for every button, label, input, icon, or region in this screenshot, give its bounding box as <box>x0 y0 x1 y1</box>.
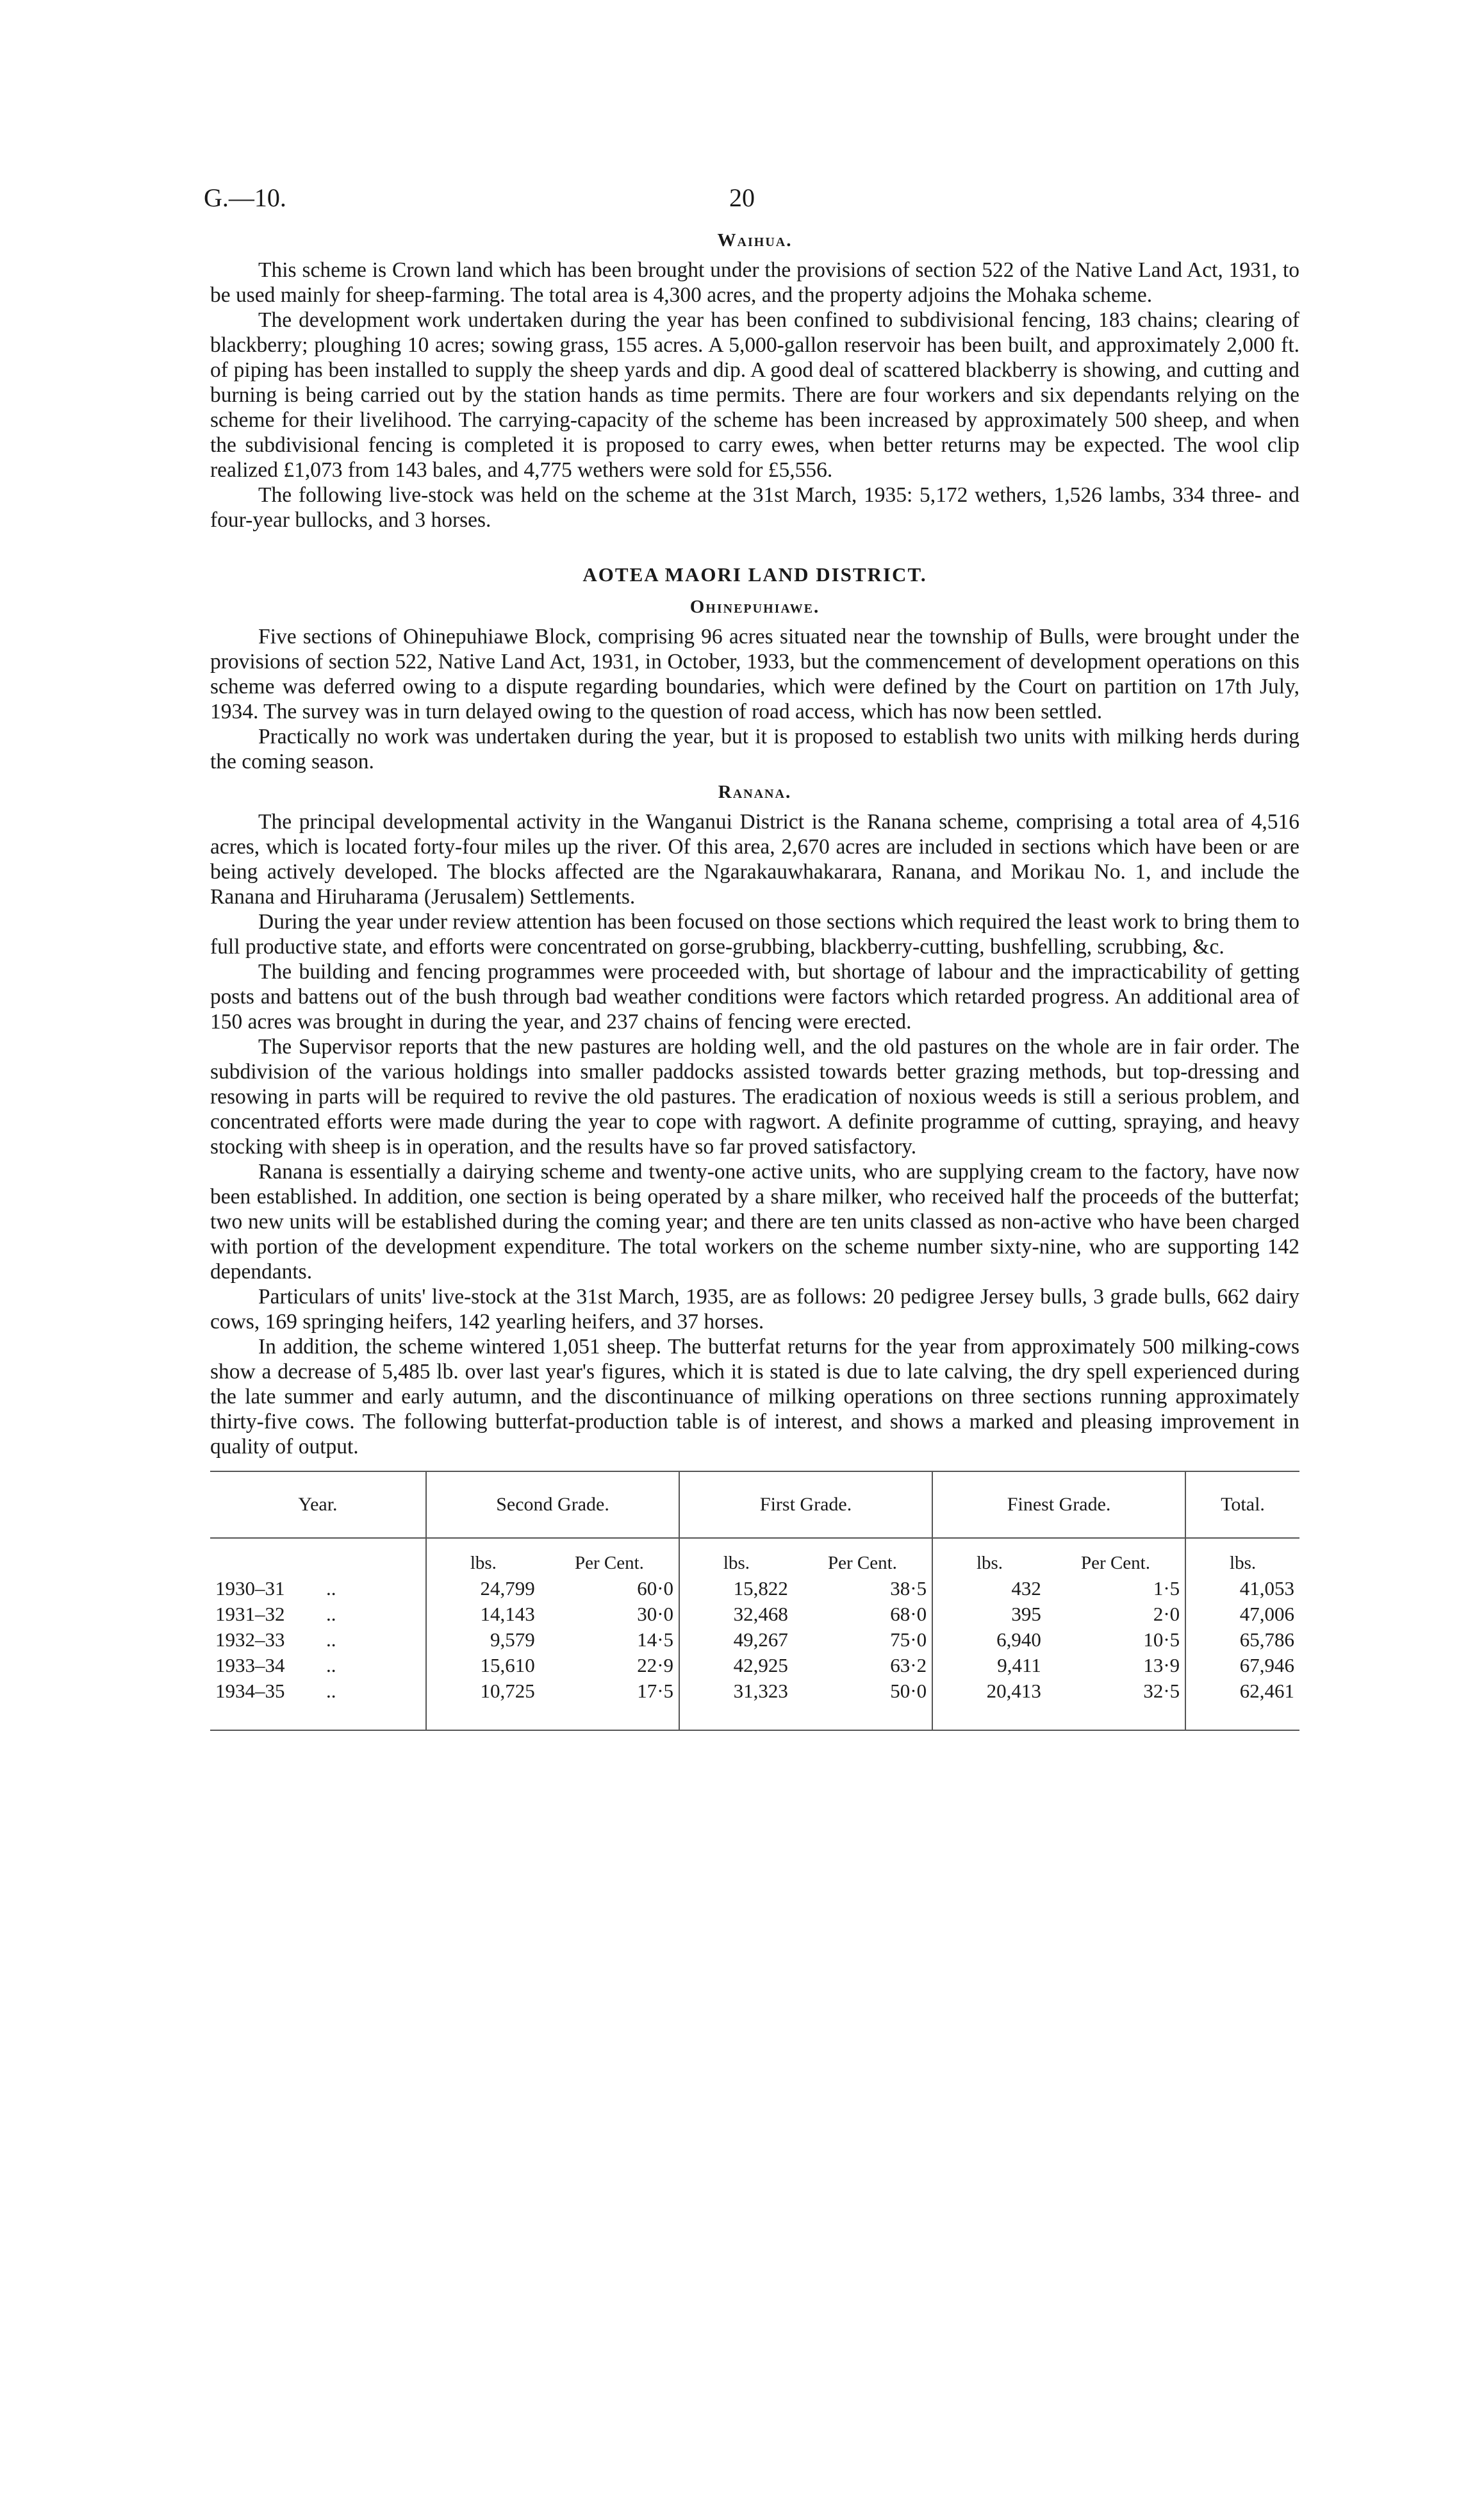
year-cell: 1934–35 <box>215 1680 285 1702</box>
butterfat-table-container <box>210 1471 1299 1731</box>
first-grade-lbs: 49,267 <box>679 1627 793 1653</box>
leader-dots: .. <box>326 1680 336 1702</box>
document-reference: G.—10. <box>204 183 286 212</box>
paragraph: The building and fencing programmes were proceeded with, but shortage of labour and the impracticability of getting posts and battens out of the bush through bad weather conditions were factors which retarded progress. An additional area of 150 acres was brought in during the year, and 237 chains of fencing were erected. <box>210 960 1299 1034</box>
second-grade-lbs: 15,610 <box>426 1653 540 1678</box>
unit-label: lbs. <box>1185 1538 1299 1576</box>
paragraph: The following live-stock was held on the scheme at the 31st March, 1935: 5,172 wethers, 1,526 lambs, 334 three- and four-year bullocks, and 3 horses. <box>210 483 1299 532</box>
table-row <box>210 1576 1299 1601</box>
finest-grade-pct: 10·5 <box>1143 1628 1180 1651</box>
second-grade-lbs: 10,725 <box>426 1678 540 1730</box>
table-header-row <box>210 1471 1299 1538</box>
unit-label: lbs. <box>426 1538 540 1576</box>
second-grade-pct: 14·5 <box>637 1628 674 1651</box>
total-lbs: 65,786 <box>1185 1627 1299 1653</box>
total-lbs: 67,946 <box>1185 1653 1299 1678</box>
total-lbs: 47,006 <box>1185 1601 1299 1627</box>
column-header-second-grade: Second Grade. <box>426 1471 679 1538</box>
butterfat-production-table <box>210 1471 1299 1731</box>
finest-grade-lbs: 20,413 <box>932 1678 1046 1730</box>
first-grade-pct: 38·5 <box>890 1577 927 1600</box>
first-grade-lbs: 15,822 <box>679 1576 793 1601</box>
section-heading-ohinepuhiawe: Ohinepuhiawe. <box>689 597 820 617</box>
first-grade-pct: 63·2 <box>890 1654 927 1676</box>
second-grade-pct: 30·0 <box>637 1603 674 1625</box>
leader-dots: .. <box>326 1654 336 1676</box>
second-grade-lbs: 9,579 <box>426 1627 540 1653</box>
column-header-year: Year. <box>210 1471 426 1538</box>
ohinepuhiawe-body <box>210 624 1299 774</box>
total-lbs: 41,053 <box>1185 1576 1299 1601</box>
finest-grade-pct: 2·0 <box>1153 1603 1180 1625</box>
page-number: 20 <box>729 183 755 212</box>
unit-label: lbs. <box>679 1538 793 1576</box>
section-heading-ranana: Ranana. <box>718 782 792 802</box>
table-row <box>210 1653 1299 1678</box>
year-cell: 1933–34 <box>215 1654 285 1676</box>
paragraph: Practically no work was undertaken during the year, but it is proposed to establish two units with milking herds during the coming season. <box>210 725 1299 773</box>
finest-grade-lbs: 395 <box>932 1601 1046 1627</box>
column-header-total: Total. <box>1185 1471 1299 1538</box>
document-page <box>204 183 1299 1731</box>
table-row <box>210 1678 1299 1730</box>
finest-grade-lbs: 9,411 <box>932 1653 1046 1678</box>
table-row <box>210 1627 1299 1653</box>
finest-grade-lbs: 432 <box>932 1576 1046 1601</box>
paragraph: Ranana is essentially a dairying scheme and twenty-one active units, who are supplying cream to the factory, have now been established. In addition, one section is being operated by a share milker, who received half the proceeds of the butterfat; two new units will be established during the coming year; and there are ten units classed as non-active who have been charged with portion of the development expenditure. The total workers on the scheme number sixty-nine, who are supporting 142 dependants. <box>210 1160 1299 1284</box>
paragraph: The principal developmental activity in the Wanganui District is the Ranana scheme, comprising a total area of 4,516 acres, which is located forty-four miles up the river. Of this area, 2,670 acres are included in sections which have been or are being actively developed. The blocks affected are the Ngarakauwhakarara, Ranana, and Morikau No. 1, and include the Ranana and Hiruharama (Jerusalem) Settlements. <box>210 810 1299 909</box>
page-header <box>204 183 1299 221</box>
leader-dots: .. <box>326 1603 336 1625</box>
column-header-finest-grade: Finest Grade. <box>932 1471 1185 1538</box>
first-grade-lbs: 31,323 <box>679 1678 793 1730</box>
second-grade-pct: 60·0 <box>637 1577 674 1600</box>
unit-label: lbs. <box>932 1538 1046 1576</box>
paragraph: During the year under review attention has been focused on those sections which required the least work to bring them to full productive state, and efforts were concentrated on gorse-grubbing, blackberry-cutting, bushfelling, scrubbing, &c. <box>210 910 1299 959</box>
section-heading-waihua: Waihua. <box>717 230 793 251</box>
waihua-body <box>210 258 1299 533</box>
paragraph: The Supervisor reports that the new pastures are holding well, and the old pastures on the whole are in fair order. The subdivision of the various holdings into smaller paddocks assisted towards better grazing methods, but top-dressing and resowing in parts will be required to revive the old pastures. The eradication of noxious weeds is still a serious problem, and concentrated efforts were made during the year to cope with ragwort. A definite programme of cutting, spraying, and heavy stocking with sheep is in operation, and the results have so far proved satisfactory. <box>210 1035 1299 1159</box>
first-grade-pct: 75·0 <box>890 1628 927 1651</box>
first-grade-lbs: 32,468 <box>679 1601 793 1627</box>
unit-label: Per Cent. <box>574 1553 644 1573</box>
first-grade-pct: 68·0 <box>890 1603 927 1625</box>
second-grade-lbs: 14,143 <box>426 1601 540 1627</box>
finest-grade-pct: 32·5 <box>1046 1678 1185 1730</box>
paragraph: The development work undertaken during the year has been confined to subdivisional fencing, 183 chains; clearing of blackberry; ploughing 10 acres; sowing grass, 155 acres. A 5,000-gallon reservoir has been built, and approximately 2,000 ft. of piping has been installed to supply the sheep yards and dip. A good deal of scattered blackberry is showing, and cutting and burning is being carried out by the station hands as time permits. There are four workers and six dependants relying on the scheme for their livelihood. The carrying-capacity of the scheme has been increased by approximately 500 sheep, and when the subdivisional fencing is completed it is proposed to carry ewes, when better returns may be expected. The wool clip realized £1,073 from 143 bales, and 4,775 wethers were sold for £5,556. <box>210 308 1299 482</box>
second-grade-lbs: 24,799 <box>426 1576 540 1601</box>
second-grade-pct: 22·9 <box>637 1654 674 1676</box>
leader-dots: .. <box>326 1628 336 1651</box>
table-row <box>210 1601 1299 1627</box>
table-units-row <box>210 1538 1299 1576</box>
finest-grade-pct: 13·9 <box>1143 1654 1180 1676</box>
unit-label: Per Cent. <box>1081 1553 1150 1573</box>
ranana-body <box>210 809 1299 1459</box>
paragraph: Five sections of Ohinepuhiawe Block, comprising 96 acres situated near the township of Bulls, were brought under the provisions of section 522, Native Land Act, 1931, in October, 1933, but the commencement of development operations on this scheme was deferred owing to a dispute regarding boundaries, which were defined by the Court on partition on 17th July, 1934. The survey was in turn delayed owing to the question of road access, which has now been settled. <box>210 625 1299 723</box>
leader-dots: .. <box>326 1577 336 1600</box>
paragraph: Particulars of units' live-stock at the 31st March, 1935, are as follows: 20 pedigree Jersey bulls, 3 grade bulls, 662 dairy cows, 169 springing heifers, 142 yearling heifers, and 37 horses. <box>210 1285 1299 1334</box>
first-grade-pct: 50·0 <box>793 1678 932 1730</box>
second-grade-pct: 17·5 <box>540 1678 679 1730</box>
first-grade-lbs: 42,925 <box>679 1653 793 1678</box>
paragraph: This scheme is Crown land which has been brought under the provisions of section 522 of the Native Land Act, 1931, to be used mainly for sheep-farming. The total area is 4,300 acres, and the property adjoins the Mohaka scheme. <box>210 258 1299 307</box>
finest-grade-pct: 1·5 <box>1153 1577 1180 1600</box>
total-lbs: 62,461 <box>1185 1678 1299 1730</box>
district-heading-aotea: AOTEA MAORI LAND DISTRICT. <box>582 563 927 586</box>
finest-grade-lbs: 6,940 <box>932 1627 1046 1653</box>
year-cell: 1931–32 <box>215 1603 285 1625</box>
unit-label: Per Cent. <box>828 1553 897 1573</box>
year-cell: 1932–33 <box>215 1628 285 1651</box>
paragraph: In addition, the scheme wintered 1,051 sheep. The butterfat returns for the year from approximately 500 milking-cows show a decrease of 5,485 lb. over last year's figures, which it is stated is due to late calving, the dry spell experienced during the late summer and early autumn, and the discontinuance of milking operations on three sections running approximately thirty-five cows. The following butterfat-production table is of interest, and shows a marked and pleasing improvement in quality of output. <box>210 1335 1299 1459</box>
column-header-first-grade: First Grade. <box>679 1471 932 1538</box>
year-cell: 1930–31 <box>215 1577 285 1600</box>
